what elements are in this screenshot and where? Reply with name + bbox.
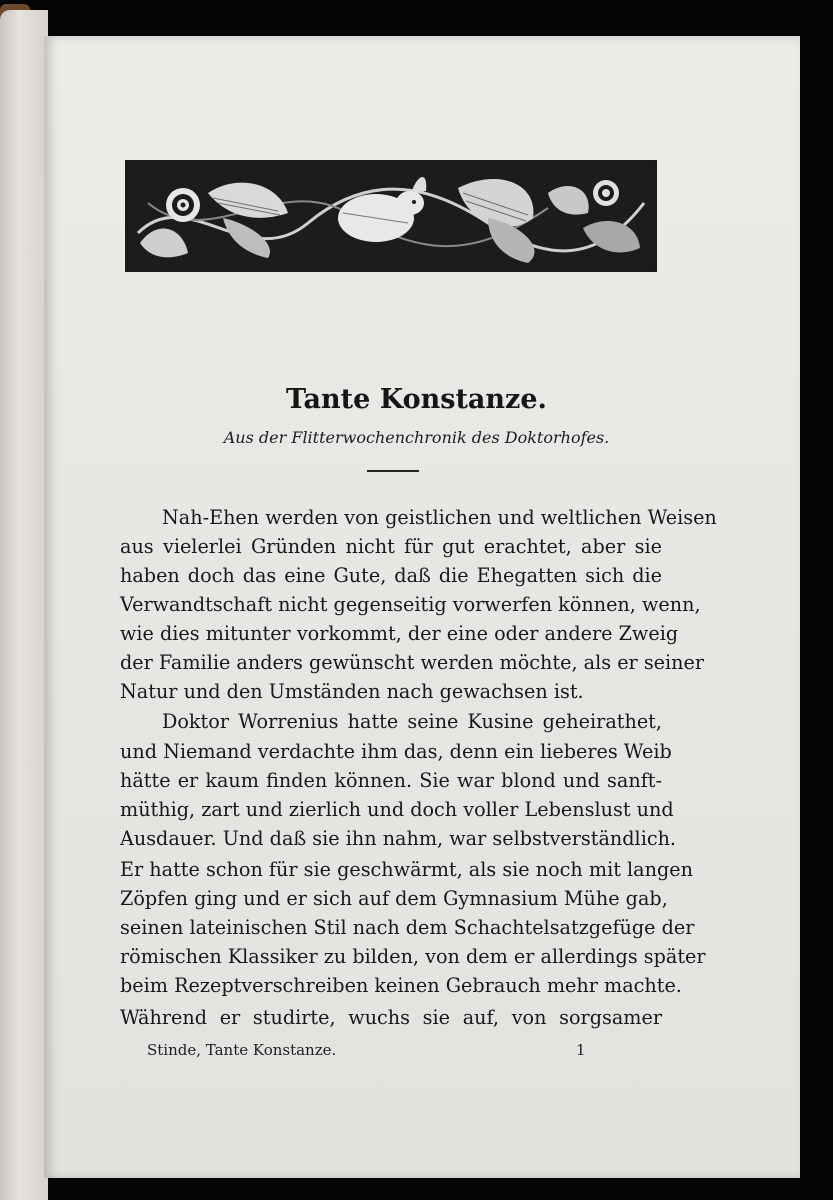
page-stack-edge xyxy=(0,10,48,1200)
text-line-9: und Niemand verdachte ihm das, denn ein lieberes Weib xyxy=(120,740,672,763)
text-line-18: Während er studirte, wuchs sie auf, von sorgsamer xyxy=(120,1006,662,1029)
vignette-illustration xyxy=(128,163,654,269)
text-line-10: hätte er kaum finden können. Sie war blond und sanft- xyxy=(120,769,662,792)
chapter-subtitle: Aus der Flitterwochenchronik des Doktorhofes. xyxy=(223,428,610,447)
ornamental-vignette xyxy=(125,160,657,272)
text-line-12: Ausdauer. Und daß sie ihn nahm, war selbstverständlich. xyxy=(120,827,677,850)
text-line-14: Zöpfen ging und er sich auf dem Gymnasium Mühe gab, xyxy=(120,887,668,910)
title-divider xyxy=(367,470,419,472)
text-line-7: Natur und den Umständen nach gewachsen ist. xyxy=(120,680,584,703)
text-line-11: müthig, zart und zierlich und doch voller Lebenslust und xyxy=(120,798,674,821)
text-line-13: Er hatte schon für sie geschwärmt, als sie noch mit langen xyxy=(120,858,693,881)
text-line-6: der Familie anders gewünscht werden möchte, als er seiner xyxy=(120,651,705,674)
text-line-1: Nah-Ehen werden von geistlichen und weltlichen Weisen xyxy=(162,506,717,529)
text-line-16: römischen Klassiker zu bilden, von dem er allerdings später xyxy=(120,945,706,968)
footer-page-mark: 1 xyxy=(576,1041,586,1059)
text-line-4: Verwandtschaft nicht gegenseitig vorwerfen können, wenn, xyxy=(120,593,701,616)
text-line-3: haben doch das eine Gute, daß die Ehegatten sich die xyxy=(120,564,662,587)
text-line-5: wie dies mitunter vorkommt, der eine oder andere Zweig xyxy=(120,622,679,645)
text-line-17: beim Rezeptverschreiben keinen Gebrauch mehr machte. xyxy=(120,974,682,997)
text-line-8: Doktor Worrenius hatte seine Kusine geheirathet, xyxy=(162,710,662,733)
chapter-title: Tante Konstanze. xyxy=(286,384,547,415)
snail-icon xyxy=(166,188,200,222)
text-line-15: seinen lateinischen Stil nach dem Schachtelsatzgefüge der xyxy=(120,916,695,939)
snail-icon-right xyxy=(593,180,619,206)
text-line-2: aus vielerlei Gründen nicht für gut erachtet, aber sie xyxy=(120,535,662,558)
footer-signature: Stinde, Tante Konstanze. xyxy=(147,1041,337,1059)
